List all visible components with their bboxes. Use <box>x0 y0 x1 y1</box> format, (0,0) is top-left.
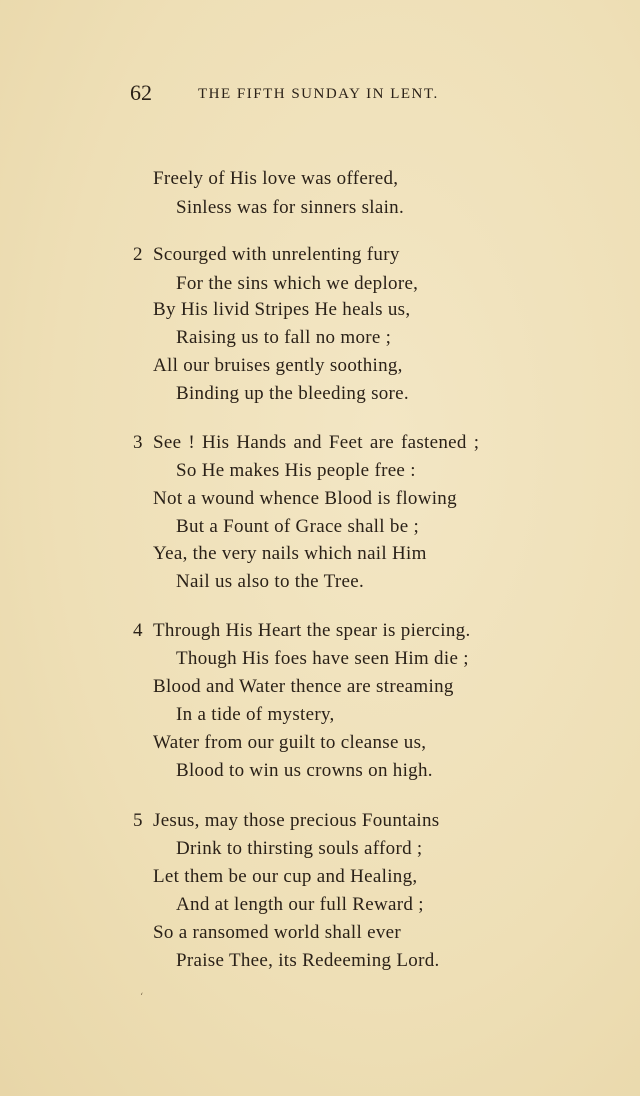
verse-line: Sinless was for sinners slain. <box>176 197 405 218</box>
verse-line: Nail us also to the Tree. <box>176 571 364 592</box>
verse-number: 2 <box>133 244 143 265</box>
page-header <box>130 80 530 110</box>
verse-line: Jesus, may those precious Fountains <box>153 810 440 831</box>
verse-line: See ! His Hands and Feet are fastened ; <box>153 432 480 453</box>
verse-line: Binding up the bleeding sore. <box>176 383 409 404</box>
verse-line: Let them be our cup and Healing, <box>153 866 418 887</box>
verse-line: Blood to win us crowns on high. <box>176 760 433 781</box>
verse-line: Freely of His love was offered, <box>153 168 399 189</box>
verse-line: All our bruises gently soothing, <box>153 355 403 376</box>
page-number: 62 <box>130 80 152 105</box>
verse-line: Raising us to fall no more ; <box>176 327 392 348</box>
verse-line: And at length our full Reward ; <box>176 894 424 915</box>
verse-line: Blood and Water thence are streaming <box>153 676 454 697</box>
verse-line: Scourged with unrelenting fury <box>153 244 400 265</box>
verse-number: 5 <box>133 810 143 831</box>
verse-line: Drink to thirsting souls afford ; <box>176 838 423 859</box>
print-speck: ‘ <box>140 992 144 1003</box>
verse-line: Through His Heart the spear is piercing. <box>153 620 471 641</box>
verse-line: For the sins which we deplore, <box>176 273 419 294</box>
verse-number: 4 <box>133 620 143 641</box>
verse-line: Yea, the very nails which nail Him <box>153 543 427 564</box>
verse-line: By His livid Stripes He heals us, <box>153 299 411 320</box>
verse-line: Though His foes have seen Him die ; <box>176 648 469 669</box>
verse-number: 3 <box>133 432 143 453</box>
verse-line: But a Fount of Grace shall be ; <box>176 516 420 537</box>
running-head: THE FIFTH SUNDAY IN LENT. <box>198 86 439 102</box>
verse-line: Praise Thee, its Redeeming Lord. <box>176 950 440 971</box>
verse-line: Water from our guilt to cleanse us, <box>153 732 427 753</box>
verse-line: In a tide of mystery, <box>176 704 335 725</box>
verse-line: So a ransomed world shall ever <box>153 922 402 943</box>
verse-line: Not a wound whence Blood is flowing <box>153 488 457 509</box>
verse-line: So He makes His people free : <box>176 460 416 481</box>
